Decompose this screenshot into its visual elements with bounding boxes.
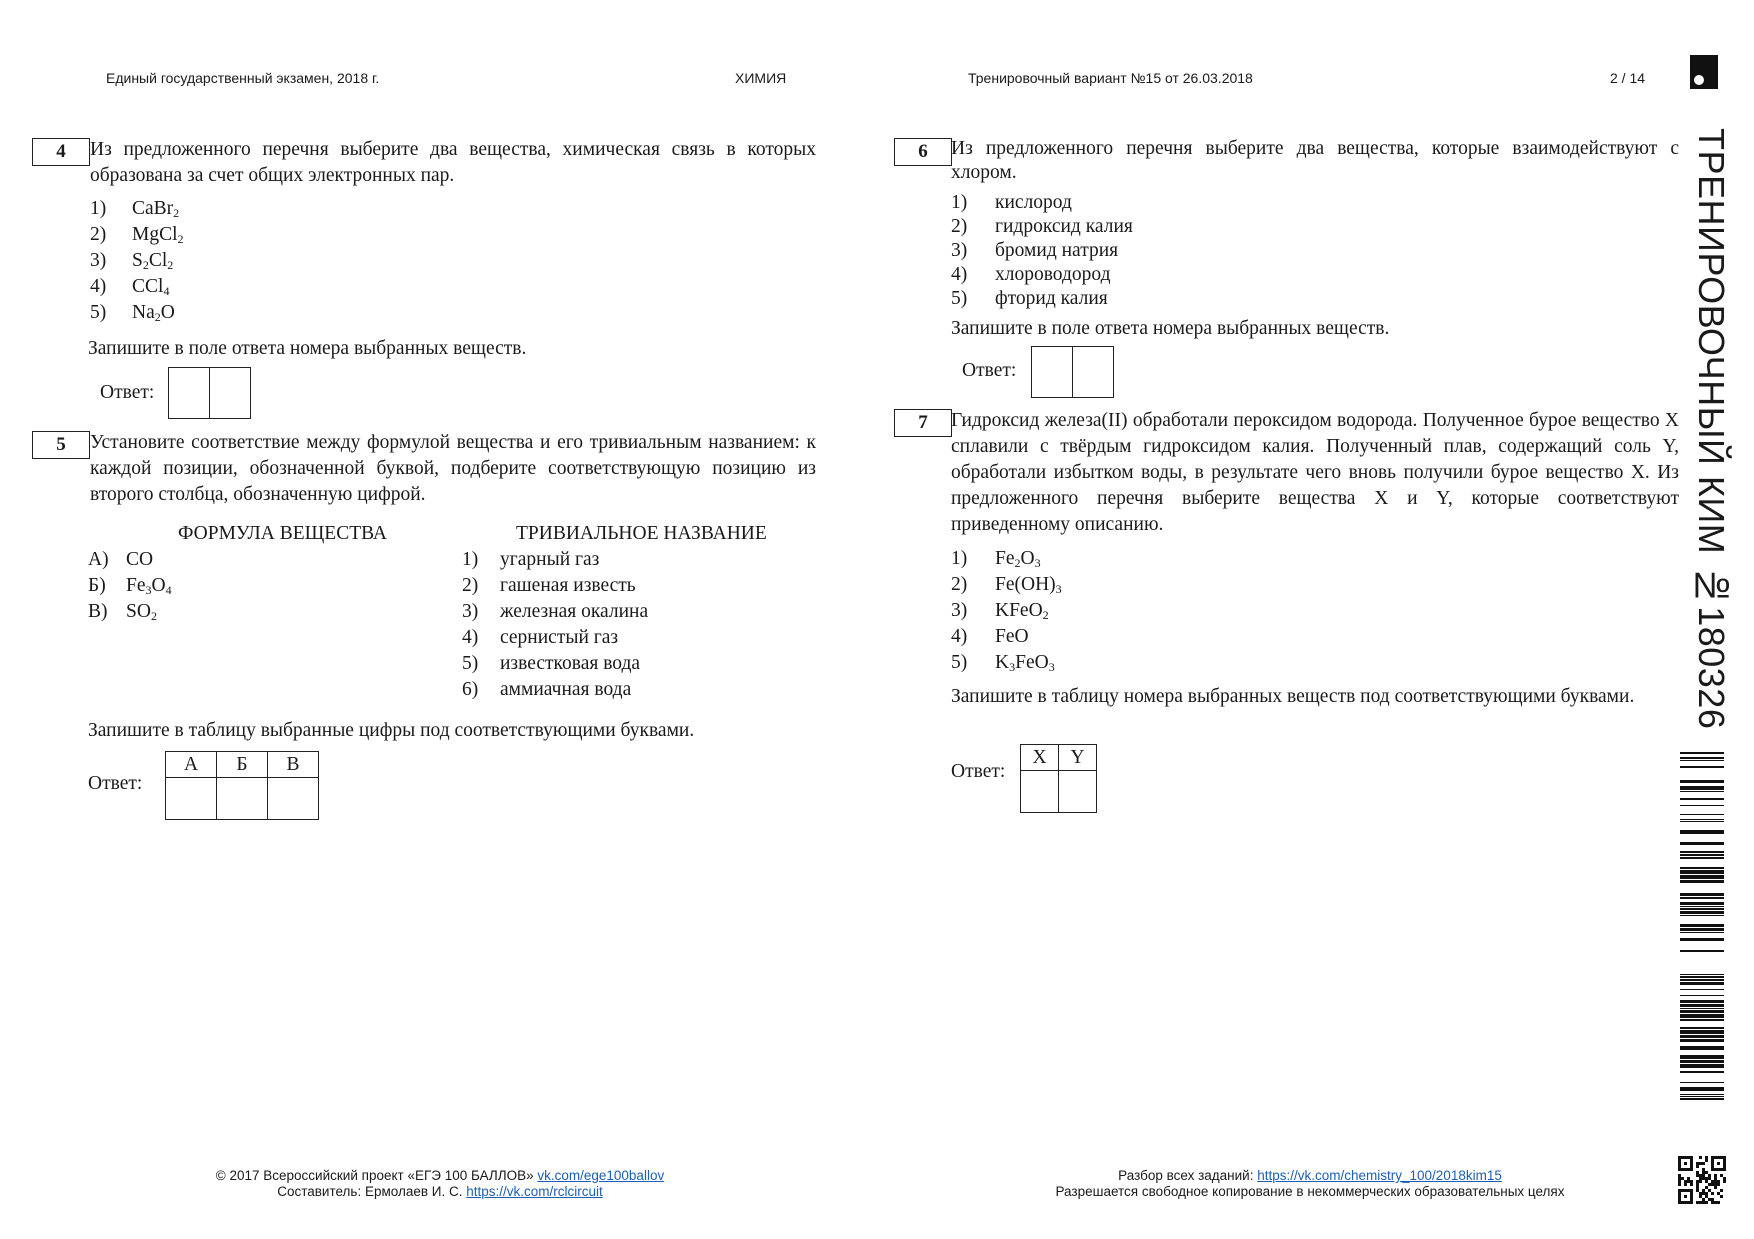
- question-number-4: 4: [32, 138, 90, 166]
- q7-option: [951, 546, 1062, 572]
- option-number: 3): [951, 240, 968, 261]
- answer-column-header: Y: [1059, 745, 1097, 771]
- option-number: 3): [462, 601, 479, 622]
- formula-part: KFeO: [995, 600, 1043, 621]
- q7-option: [951, 650, 1062, 676]
- q7-instruction: Запишите в таблицу номера выбранных веществ под соответствующими буквами.: [951, 686, 1635, 707]
- footer-right-line1: [1000, 1168, 1620, 1184]
- question-text-5: Установите соответствие между формулой вещества и его тривиальным названием: к каждой позиции, обозначенной буквой, подберите соответствующую позицию из второго столбца, обозначенную цифрой.: [90, 432, 816, 505]
- formula-part: Cl: [148, 250, 168, 271]
- formula-part: CaBr: [132, 198, 174, 219]
- q5-name-item: [462, 573, 648, 599]
- formula-subscript: 3: [1048, 660, 1055, 674]
- answer-column-header: Б: [217, 752, 268, 778]
- q4-answer-label: Ответ:: [100, 382, 155, 403]
- option-value: железная окалина: [500, 601, 649, 622]
- barcode: [1680, 752, 1724, 1102]
- footer-link-ege100ballov[interactable]: vk.com/ege100ballov: [537, 1168, 665, 1183]
- option-number: 2): [462, 575, 479, 596]
- q7-answer-label: Ответ:: [951, 761, 1006, 782]
- q5-formula-item: [88, 547, 172, 573]
- q7-option: [951, 572, 1062, 598]
- q4-options: [90, 196, 184, 326]
- footer-left: [160, 1168, 720, 1200]
- header-page-number: 2 / 14: [1610, 70, 1646, 86]
- option-number: 4): [462, 627, 479, 648]
- q4-instruction: Запишите в поле ответа номера выбранных веществ.: [88, 338, 527, 359]
- q5-formula-item: [88, 573, 172, 599]
- footer-text: Разбор всех заданий:: [1118, 1168, 1254, 1183]
- formula-part: CO: [126, 549, 154, 570]
- option-number: 4): [951, 264, 968, 285]
- q4-answer-field[interactable]: [168, 367, 251, 419]
- question-text-4: Из предложенного перечня выберите два вещества, химическая связь в которых образована за счет общих электронных пар.: [90, 139, 816, 186]
- answer-cell[interactable]: [268, 778, 319, 820]
- formula-subscript: 2: [142, 258, 149, 272]
- option-value: кислород: [995, 192, 1072, 213]
- formula-subscript: 2: [173, 206, 180, 220]
- q5-column-formula-title: ФОРМУЛА ВЕЩЕСТВА: [178, 523, 387, 544]
- q5-column-name-title: ТРИВИАЛЬНОЕ НАЗВАНИЕ: [516, 523, 767, 544]
- formula-part: Fe: [995, 548, 1015, 569]
- formula-subscript: 3: [1009, 660, 1016, 674]
- q6-option: [951, 191, 1133, 215]
- option-value: гидроксид калия: [995, 216, 1133, 237]
- formula-subscript: 4: [165, 583, 172, 597]
- qr-code: [1678, 1156, 1726, 1204]
- footer-text: © 2017 Всероссийский проект «ЕГЭ 100 БАЛЛОВ»: [215, 1168, 534, 1183]
- question-text-7: Гидроксид железа(II) обработали пероксидом водорода. Полученное бурое вещество X сплавили с твёрдым гидроксидом калия. Полученный плав, содержащий соль Y, обработали избытком воды, в результате чего вновь получили бурое вещество X. Из предложенного перечня выберите вещества X и Y, которые соответствуют приведенному описанию.: [951, 410, 1679, 535]
- formula-part: O: [1020, 548, 1035, 569]
- formula-subscript: 2: [167, 258, 174, 272]
- q6-option: [951, 215, 1133, 239]
- q4-option: [90, 300, 184, 326]
- formula-part: MgCl: [132, 224, 178, 245]
- option-number: 4): [951, 626, 968, 647]
- formula-subscript: 2: [154, 310, 161, 324]
- answer-cell[interactable]: [210, 368, 250, 418]
- formula-part: Fe(OH): [995, 574, 1056, 595]
- header-exam: Единый государственный экзамен, 2018 г.: [106, 70, 380, 86]
- option-number: 4): [90, 276, 107, 297]
- formula-part: Na: [132, 302, 155, 323]
- option-value: хлороводород: [995, 264, 1111, 285]
- option-value: угарный газ: [500, 549, 600, 570]
- q4-option: [90, 274, 184, 300]
- formula-part: FeO: [995, 626, 1029, 647]
- q5-name-item: [462, 651, 648, 677]
- q4-option: [90, 248, 184, 274]
- option-number: 3): [90, 250, 107, 271]
- footer-left-line1: [160, 1168, 720, 1184]
- answer-cell[interactable]: [1021, 771, 1059, 813]
- formula-subscript: 3: [1055, 582, 1062, 596]
- answer-cell[interactable]: [1073, 347, 1113, 397]
- answer-cell[interactable]: [1032, 347, 1073, 397]
- q5-formulas: [88, 547, 172, 625]
- option-number: 1): [462, 549, 479, 570]
- q7-option: [951, 624, 1062, 650]
- option-number: 1): [90, 198, 107, 219]
- option-number: 1): [951, 192, 968, 213]
- q5-name-item: [462, 677, 648, 703]
- answer-cell[interactable]: [1059, 771, 1097, 813]
- q4-option: [90, 222, 184, 248]
- option-value: известковая вода: [500, 653, 641, 674]
- formula-subscript: 2: [177, 232, 184, 246]
- question-number-5: 5: [32, 431, 90, 459]
- q5-name-item: [462, 625, 648, 651]
- footer-left-line2: [160, 1184, 720, 1200]
- question-number-6: 6: [894, 138, 952, 166]
- q5-answer-table: [165, 751, 319, 820]
- question-text-6: Из предложенного перечня выберите два вещества, которые взаимодействуют с хлором.: [951, 138, 1679, 183]
- q5-names: [462, 547, 648, 703]
- answer-column-header: X: [1021, 745, 1059, 771]
- formula-part: SO: [126, 601, 151, 622]
- formula-part: O: [160, 302, 175, 323]
- q5-formula-item: [88, 599, 172, 625]
- answer-cell[interactable]: [166, 778, 217, 820]
- q5-name-item: [462, 599, 648, 625]
- formula-subscript: 3: [145, 583, 152, 597]
- footer-right-line2: Разрешается свободное копирование в некоммерческих образовательных целях: [1055, 1184, 1565, 1199]
- formula-part: Fe: [126, 575, 146, 596]
- formula-part: S: [132, 250, 143, 271]
- option-value: аммиачная вода: [500, 679, 632, 700]
- option-value: сернистый газ: [500, 627, 619, 648]
- question-number-7: 7: [894, 409, 952, 437]
- option-number: 3): [951, 600, 968, 621]
- option-number: 5): [951, 288, 968, 309]
- q6-option: [951, 263, 1133, 287]
- q6-options: [951, 191, 1133, 311]
- q4-option: [90, 196, 184, 222]
- q7-answer-table: [1020, 744, 1097, 813]
- answer-column-header: В: [268, 752, 319, 778]
- option-number: 6): [462, 679, 479, 700]
- option-number: 5): [951, 652, 968, 673]
- option-letter: В): [88, 601, 108, 622]
- footer-link-author[interactable]: https://vk.com/rclcircuit: [466, 1184, 603, 1199]
- option-number: 5): [462, 653, 479, 674]
- header-subject: ХИМИЯ: [735, 70, 787, 86]
- q6-option: [951, 239, 1133, 263]
- footer-right: [1000, 1168, 1620, 1200]
- option-value: бромид натрия: [995, 240, 1119, 261]
- answer-cell[interactable]: [217, 778, 268, 820]
- formula-part: O: [151, 575, 166, 596]
- formula-part: CCl: [132, 276, 164, 297]
- q5-instruction: Запишите в таблицу выбранные цифры под соответствующими буквами.: [88, 720, 695, 741]
- q6-option: [951, 287, 1133, 311]
- q6-instruction: Запишите в поле ответа номера выбранных веществ.: [951, 318, 1390, 339]
- q6-answer-field[interactable]: [1031, 346, 1114, 398]
- answer-cell[interactable]: [169, 368, 210, 418]
- footer-text: Составитель: Ермолаев И. С.: [277, 1184, 463, 1199]
- option-number: 2): [951, 574, 968, 595]
- option-number: 5): [90, 302, 107, 323]
- footer-link-solutions[interactable]: https://vk.com/chemistry_100/2018kim15: [1257, 1168, 1502, 1183]
- option-number: 1): [951, 548, 968, 569]
- header-variant: Тренировочный вариант №15 от 26.03.2018: [968, 70, 1253, 86]
- option-number: 2): [951, 216, 968, 237]
- formula-subscript: 2: [1014, 556, 1021, 570]
- option-number: 2): [90, 224, 107, 245]
- q6-answer-label: Ответ:: [962, 360, 1017, 381]
- q5-name-item: [462, 547, 648, 573]
- corner-marker: [1690, 55, 1718, 89]
- option-value: гашеная известь: [500, 575, 636, 596]
- formula-subscript: 3: [1034, 556, 1041, 570]
- answer-column-header: А: [166, 752, 217, 778]
- q5-answer-label: Ответ:: [88, 773, 143, 794]
- formula-subscript: 2: [150, 609, 157, 623]
- q7-option: [951, 598, 1062, 624]
- formula-part: FeO: [1015, 652, 1049, 673]
- side-kim-label: ТРЕНИРОВОЧНЫЙ КИМ №180326: [1691, 128, 1732, 730]
- formula-subscript: 2: [1042, 608, 1049, 622]
- option-letter: Б): [88, 575, 106, 596]
- formula-part: K: [995, 652, 1010, 673]
- option-value: фторид калия: [995, 288, 1108, 309]
- q7-options: [951, 546, 1062, 676]
- option-letter: А): [88, 549, 109, 570]
- formula-subscript: 4: [163, 284, 170, 298]
